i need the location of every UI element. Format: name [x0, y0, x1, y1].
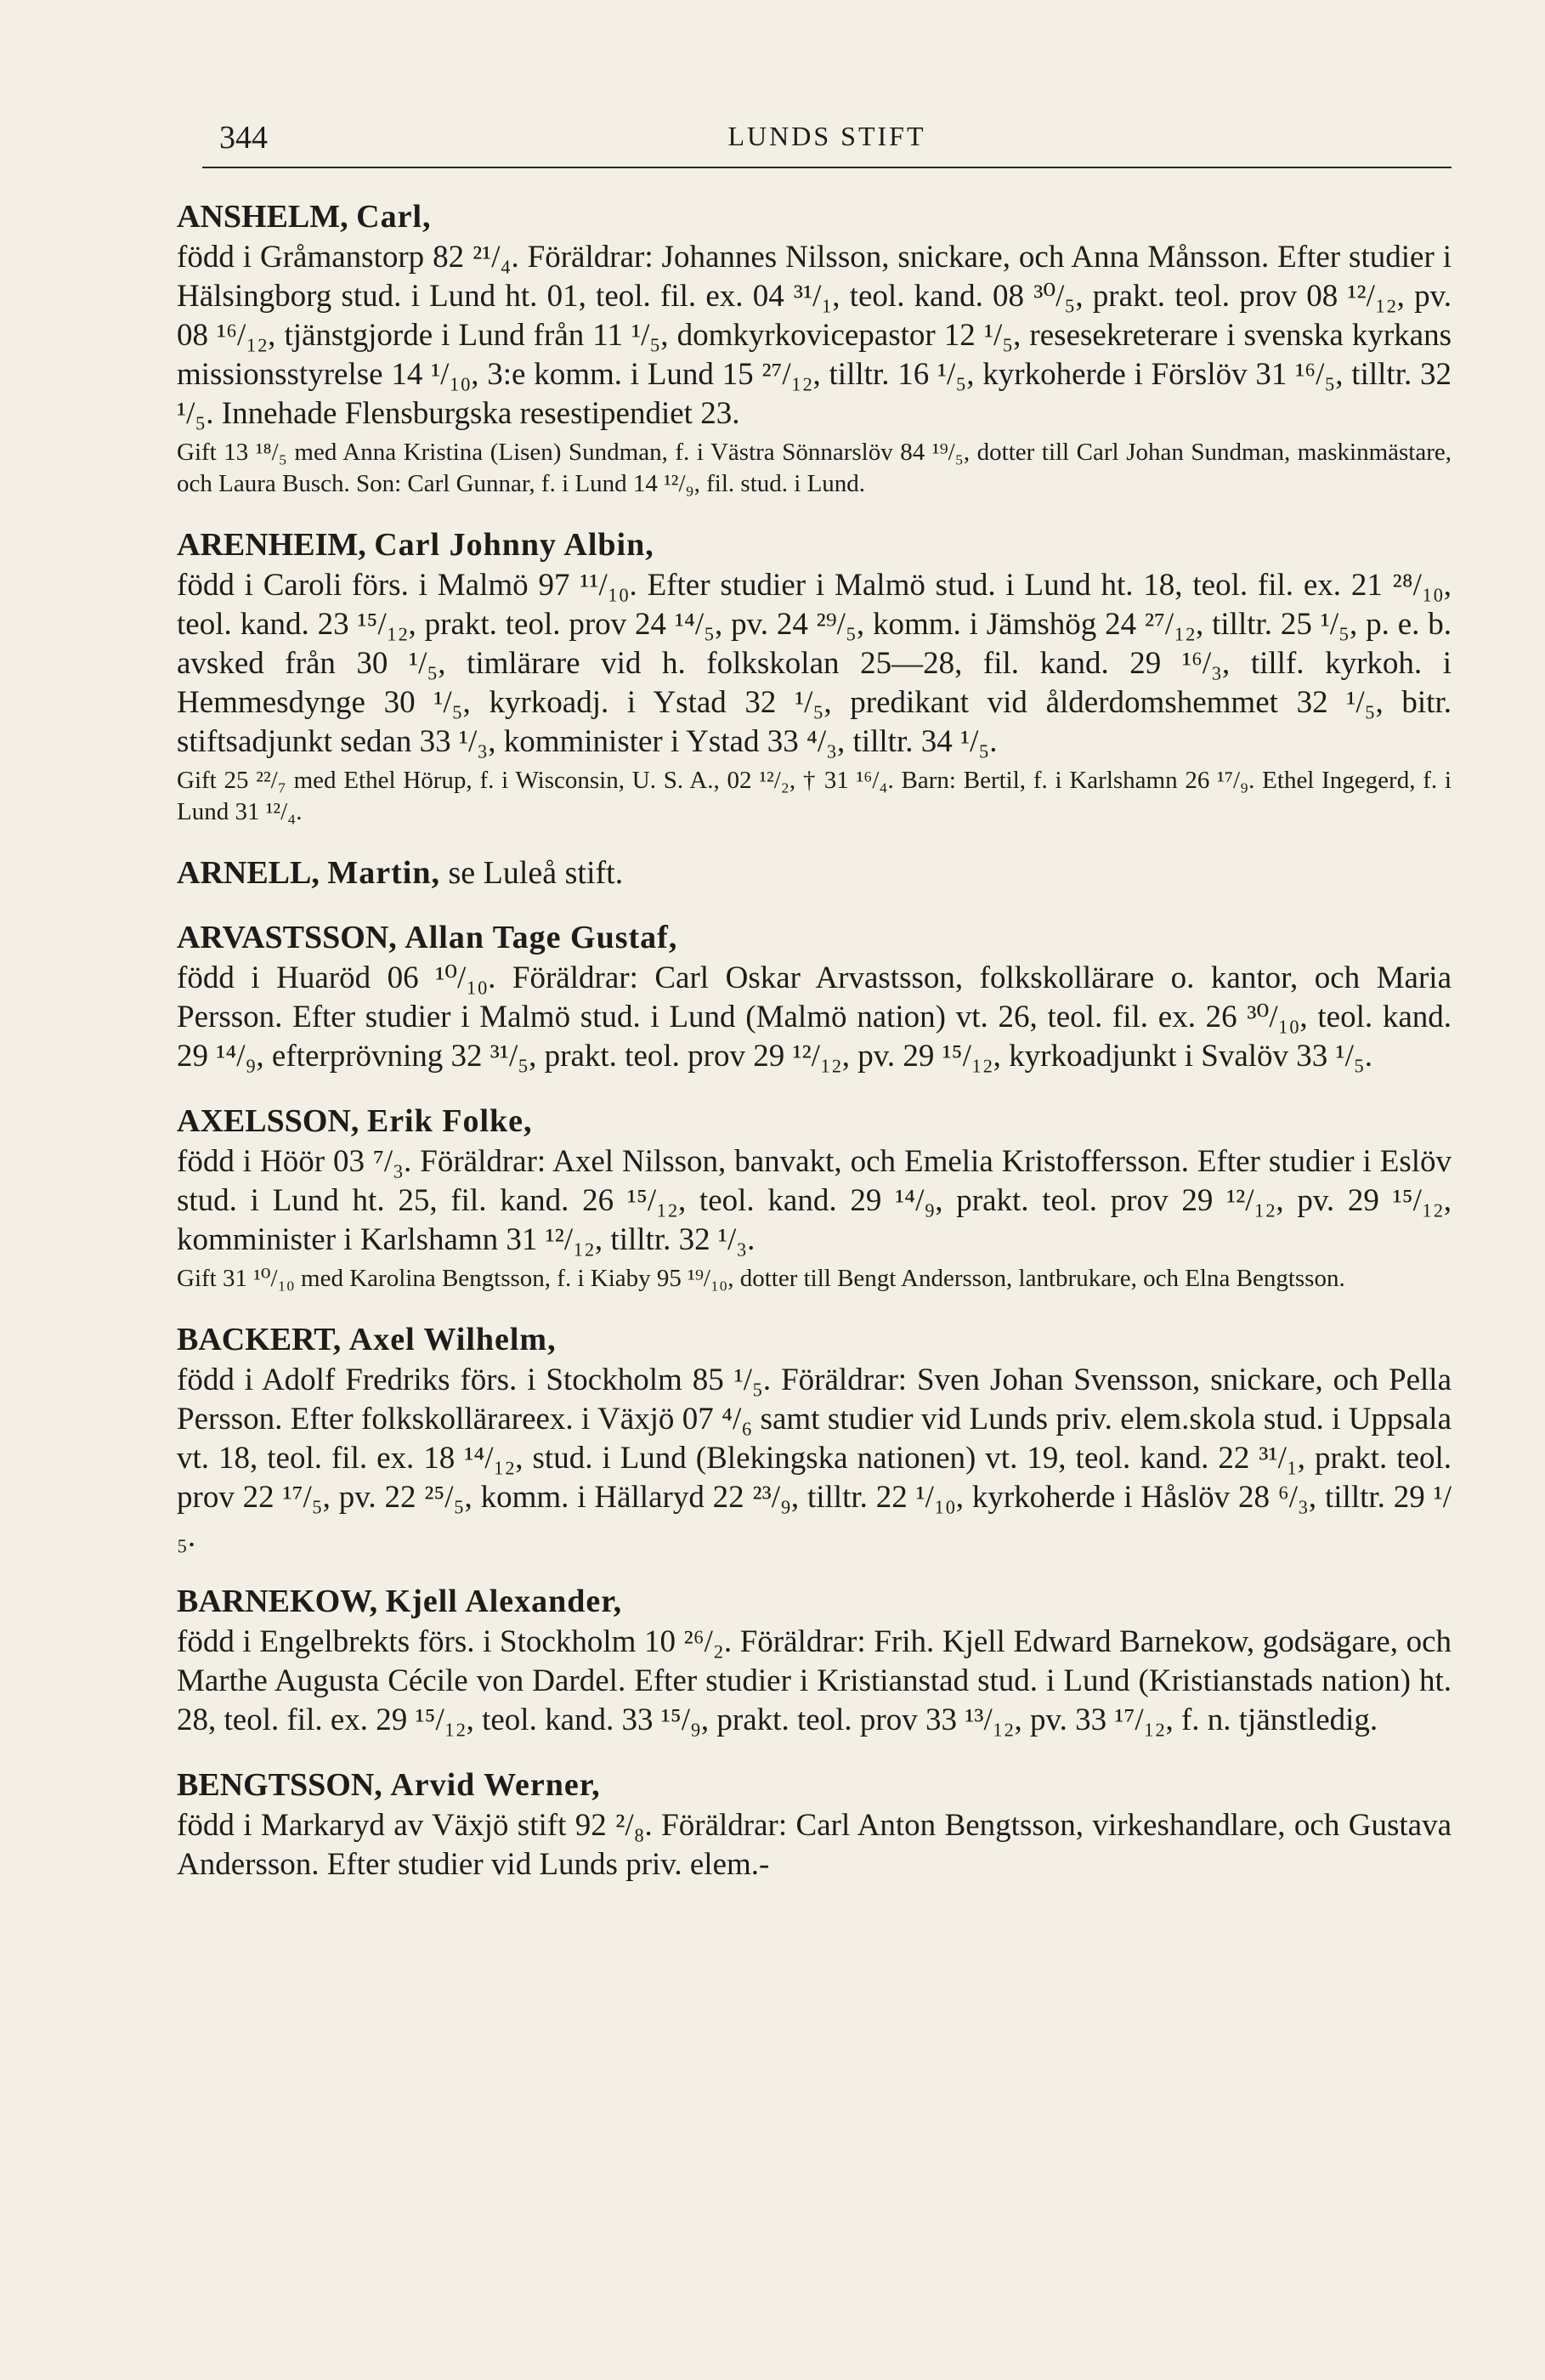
entry-anshelm — [177, 197, 1452, 500]
entry-biography: född i Markaryd av Växjö stift 92 ²/₈. Föräldrar: Carl Anton Bengtsson, virkeshandlare, och Gustava Andersson. Efter studier vid Lunds priv. elem.- — [177, 1808, 1452, 1882]
entry-family-note: Gift 13 ¹⁸/₅ med Anna Kristina (Lisen) Sundman, f. i Västra Sönnarslöv 84 ¹⁹/₅, dotter till Carl Johan Sundman, maskinmästare, och Laura Busch. Son: Carl Gunnar, f. i Lund 14 ¹²/₉, fil. stud. i Lund. — [177, 439, 1452, 497]
entry-surname: ANSHELM, — [177, 199, 348, 235]
entry-biography: född i Adolf Fredriks förs. i Stockholm 85 ¹/₅. Föräldrar: Sven Johan Svensson, snickare, och Pella Persson. Efter folkskollärareex. i Växjö 07 ⁴/₆ samt studier vid Lunds priv. elem.skola stud. i Uppsala vt. 18, teol. fil. ex. 18 ¹⁴/₁₂, stud. i Lund (Blekingska nationen) vt. 19, teol. kand. 22 ³¹/₁, prakt. teol. prov 22 ¹⁷/₅, pv. 22 ²⁵/₅, komm. i Hällaryd 22 ²³/₉, tilltr. 22 ¹/₁₀, kyrkoherde i Håslöv 28 ⁶/₃, tilltr. 29 ¹/₅. — [177, 1363, 1452, 1554]
entry-family-note: Gift 31 ¹⁰/₁₀ med Karolina Bengtsson, f. i Kiaby 95 ¹⁹/₁₀, dotter till Bengt Andersson, lantbrukare, och Elna Bengtsson. — [177, 1265, 1345, 1292]
page-header — [202, 119, 1452, 170]
entry-biography: född i Caroli förs. i Malmö 97 ¹¹/₁₀. Efter studier i Malmö stud. i Lund ht. 18, teol. fil. ex. 21 ²⁸/₁₀, teol. kand. 23 ¹⁵/₁₂, prakt. teol. prov 24 ¹⁴/₅, pv. 24 ²⁹/₅, komm. i Jämshög 24 ²⁷/₁₂, tilltr. 25 ¹/₅, p. e. b. avsked från 30 ¹/₅, timlärare vid h. folkskolan 25—28, fil. kand. 29 ¹⁶/₃, tillf. kyrkoh. i Hemmesdynge 30 ¹/₅, kyrkoadj. i Ystad 32 ¹/₅, predikant vid ålderdomshemmet 32 ¹/₅, bitr. stiftsadjunkt sedan 33 ¹/₃, komminister i Ystad 33 ⁴/₃, tilltr. 34 ¹/₅. — [177, 568, 1452, 759]
entry-biography: född i Engelbrekts förs. i Stockholm 10 ²⁶/₂. Föräldrar: Frih. Kjell Edward Barnekow, godsägare, och Marthe Augusta Cécile von Dardel. Efter studier i Kristianstad stud. i Lund (Kristianstads nation) ht. 28, teol. fil. ex. 29 ¹⁵/₁₂, teol. kand. 33 ¹⁵/₉, prakt. teol. prov 33 ¹³/₁₂, pv. 33 ¹⁷/₁₂, f. n. tjänstledig. — [177, 1624, 1452, 1737]
entry-heading — [177, 525, 1452, 564]
entries-list — [177, 197, 1452, 1910]
entry-barnekow — [177, 1582, 1452, 1740]
entry-heading — [177, 1102, 1452, 1141]
entry-surname: ARVASTSSON, — [177, 920, 397, 955]
entry-given-names: Carl, — [356, 199, 432, 235]
entry-given-names: Martin, — [327, 855, 440, 891]
page-number: 344 — [219, 120, 268, 156]
entry-surname: ARNELL, — [177, 855, 320, 891]
header-rule — [202, 167, 1452, 168]
entry-given-names: Allan Tage Gustaf, — [405, 920, 678, 955]
entry-biography: född i Höör 03 ⁷/₃. Föräldrar: Axel Nilsson, banvakt, och Emelia Kristoffersson. Efter studier i Eslöv stud. i Lund ht. 25, fil. kand. 26 ¹⁵/₁₂, teol. kand. 29 ¹⁴/₉, prakt. teol. prov 29 ¹²/₁₂, pv. 29 ¹⁵/₁₂, komminister i Karlshamn 31 ¹²/₁₂, tilltr. 32 ¹/₃. — [177, 1144, 1452, 1257]
entry-arvastsson — [177, 918, 1452, 1076]
entry-backert — [177, 1320, 1452, 1556]
entry-surname: AXELSSON, — [177, 1103, 359, 1139]
running-head: LUNDS STIFT — [727, 121, 926, 151]
entry-surname: BACKERT, — [177, 1322, 342, 1357]
entry-biography: född i Gråmanstorp 82 ²¹/₄. Föräldrar: Johannes Nilsson, snickare, och Anna Månsson. Efter studier i Hälsingborg stud. i Lund ht. 01, teol. fil. ex. 04 ³¹/₁, teol. kand. 08 ³⁰/₅, prakt. teol. prov 08 ¹²/₁₂, pv. 08 ¹⁶/₁₂, tjänstgjorde i Lund från 11 ¹/₅, domkyrkovicepastor 12 ¹/₅, resesekreterare i svenska kyrkans missionsstyrelse 14 ¹/₁₀, 3:e komm. i Lund 15 ²⁷/₁₂, tilltr. 16 ¹/₅, kyrkoherde i Förslöv 31 ¹⁶/₅, tilltr. 32 ¹/₅. Innehade Flensburgska resestipendiet 23. — [177, 240, 1452, 431]
entry-surname: ARENHEIM, — [177, 527, 366, 563]
entry-given-names: Erik Folke, — [366, 1103, 533, 1139]
entry-given-names: Axel Wilhelm, — [348, 1322, 557, 1357]
entry-heading — [177, 1582, 1452, 1621]
entry-given-names: Kjell Alexander, — [385, 1584, 623, 1619]
entry-heading — [177, 1765, 1452, 1805]
entry-given-names: Arvid Werner, — [390, 1767, 601, 1803]
entry-surname: BARNEKOW, — [177, 1584, 378, 1619]
entry-heading — [177, 197, 1452, 236]
entry-given-names: Carl Johnny Albin, — [374, 527, 654, 563]
entry-heading — [177, 1320, 1452, 1359]
entry-arnell — [177, 853, 1452, 892]
entry-bengtsson — [177, 1765, 1452, 1884]
entry-arenheim — [177, 525, 1452, 828]
entry-cross-reference: se Luleå stift. — [448, 855, 624, 891]
entry-biography: född i Huaröd 06 ¹⁰/₁₀. Föräldrar: Carl Oskar Arvastsson, folkskollärare o. kantor, och Maria Persson. Efter studier i Malmö stud. i Lund (Malmö nation) vt. 26, teol. fil. ex. 26 ³⁰/₁₀, teol. kand. 29 ¹⁴/₉, efterprövning 32 ³¹/₅, prakt. teol. prov 29 ¹²/₁₂, pv. 29 ¹⁵/₁₂, kyrkoadjunkt i Svalöv 33 ¹/₅. — [177, 960, 1452, 1074]
entry-heading — [177, 853, 1452, 892]
entry-axelsson — [177, 1102, 1452, 1295]
entry-surname: BENGTSSON, — [177, 1767, 382, 1803]
entry-family-note: Gift 25 ²²/₇ med Ethel Hörup, f. i Wisconsin, U. S. A., 02 ¹²/₂, † 31 ¹⁶/₄. Barn: Bertil, f. i Karlshamn 26 ¹⁷/₉. Ethel Ingegerd, f. i Lund 31 ¹²/₄. — [177, 767, 1452, 825]
entry-heading — [177, 918, 1452, 957]
